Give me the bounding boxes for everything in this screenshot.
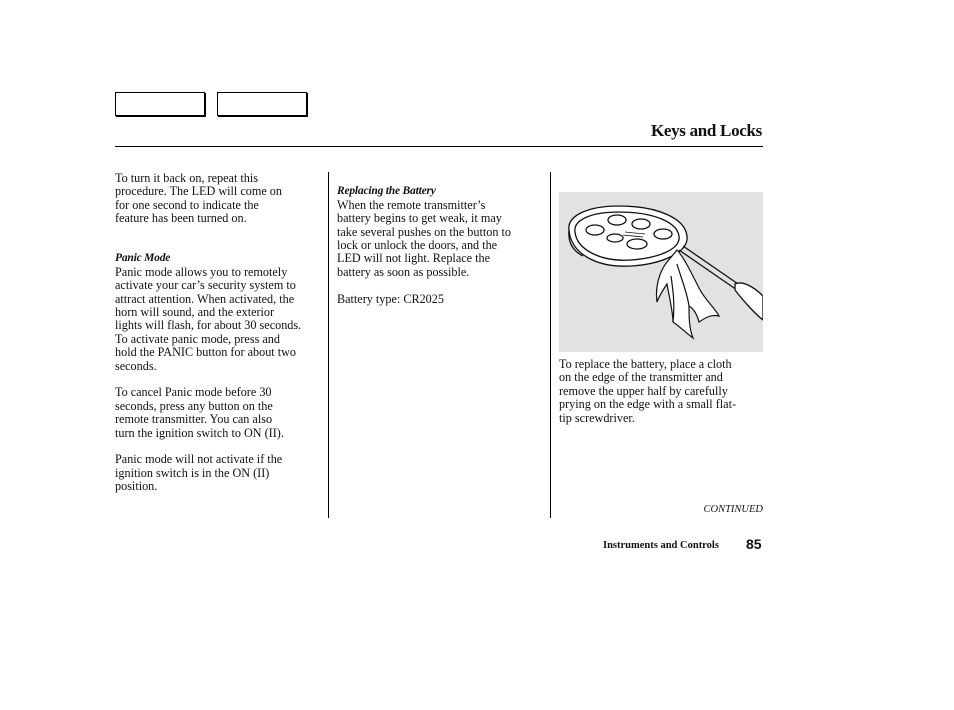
replacing-battery-heading: Replacing the Battery [337, 185, 436, 198]
section-footer-label: Instruments and Controls [603, 540, 719, 551]
text-column-2 [337, 172, 542, 319]
key-fob-with-screwdriver-icon [559, 192, 763, 352]
transmitter-illustration [559, 192, 763, 352]
column-divider-1 [328, 172, 329, 518]
column-divider-2 [550, 172, 551, 518]
cancel-paragraph: To cancel Panic mode before 30 seconds, press any button on the remote transmitter. You can also turn the ignition switch to ON (II). [115, 385, 284, 440]
panic-section [115, 239, 325, 373]
intro-paragraph: To turn it back on, repeat this procedure. The LED will come on for one second to indicate the feature has been turned on. [115, 171, 282, 226]
text-column-3 [559, 358, 763, 438]
panic-mode-body: Panic mode allows you to remotely activate your car’s security system to attract attention. When activated, the horn will sound, and the exterior lights will flash, for about 30 seconds. To activate panic mode, press and hold the PANIC button for about two seconds. [115, 264, 302, 373]
header-rule [115, 146, 763, 147]
text-column-1 [115, 172, 325, 507]
panic-mode-heading: Panic Mode [115, 252, 171, 265]
page-number: 85 [746, 536, 762, 552]
note-paragraph: Panic mode will not activate if the ignition switch is in the ON (II) position. [115, 452, 283, 494]
nav-tab-box-2[interactable] [217, 92, 307, 116]
page-title: Keys and Locks [650, 121, 762, 140]
illustration-caption: To replace the battery, place a cloth on the edge of the transmitter and remove the upper half by carefully prying on the edge with a small flat- tip screwdriver. [559, 357, 737, 425]
nav-tab-box-1[interactable] [115, 92, 205, 116]
battery-type: Battery type: CR2025 [337, 291, 444, 306]
battery-section [337, 172, 542, 279]
replacing-battery-body: When the remote transmitter’s battery begins to get weak, it may take several pushes on the button to lock or unlock the doors, and the LED will not light. Replace the battery as soon as possible. [337, 197, 511, 279]
continued-label: CONTINUED [703, 504, 763, 515]
